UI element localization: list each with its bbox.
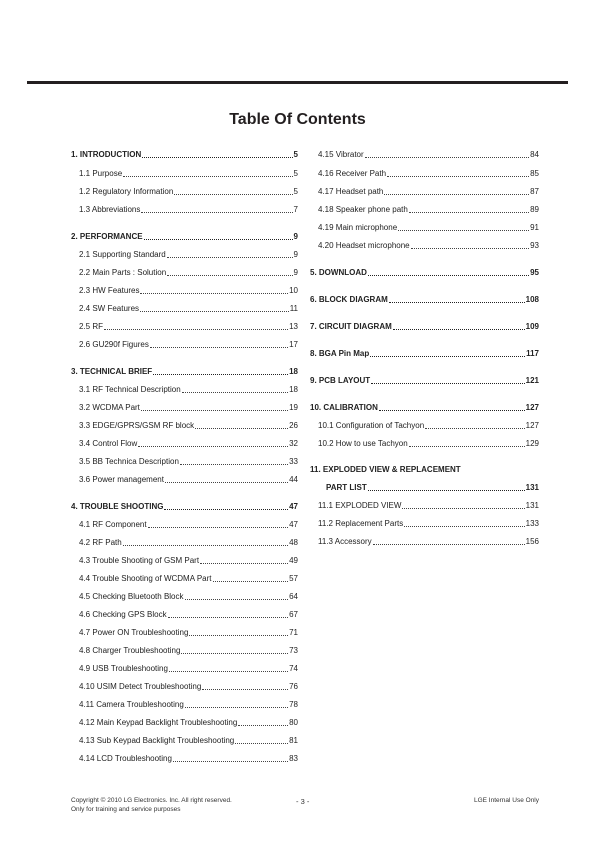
toc-entry-label: 3.1 RF Technical Description	[79, 385, 181, 394]
dot-leader	[202, 689, 288, 690]
dot-leader	[368, 275, 529, 276]
footer-copyright: Copyright © 2010 LG Electronics. Inc. All right reserved.	[71, 797, 232, 804]
toc-entry-10[interactable]	[79, 340, 298, 350]
toc-entry-page: 7	[293, 205, 298, 214]
toc-entry-label: 3. TECHNICAL BRIEF	[71, 367, 153, 376]
toc-entry-page: 71	[289, 628, 298, 637]
dot-leader	[141, 410, 288, 411]
toc-entry-label: 4.18 Speaker phone path	[318, 205, 408, 214]
dot-leader	[409, 446, 525, 447]
toc-entry-label: 4.10 USIM Detect Troubleshooting	[79, 682, 202, 691]
toc-entry-page: 57	[289, 574, 298, 583]
footer-classification: LGE Internal Use Only	[473, 797, 539, 804]
dot-leader	[398, 230, 529, 231]
toc-entry-label: 5. DOWNLOAD	[310, 268, 367, 277]
dot-leader	[144, 239, 293, 240]
toc-entry-page: 133	[525, 519, 539, 528]
dot-leader	[389, 302, 525, 303]
toc-entry-page: 84	[530, 150, 539, 159]
toc-entry-page: 131	[525, 483, 539, 492]
toc-entry-26[interactable]	[79, 646, 298, 656]
toc-entry-label: 4.11 Camera Troubleshooting	[79, 700, 184, 709]
toc-entry-2[interactable]	[79, 187, 298, 197]
toc-entry-page: 73	[289, 646, 298, 655]
toc-entry-18[interactable]	[318, 537, 539, 547]
toc-entry-page: 74	[289, 664, 298, 673]
toc-entry-label: 11.3 Accessory	[318, 537, 372, 546]
dot-leader	[235, 743, 288, 744]
toc-entry-page: 5	[293, 169, 298, 178]
dot-leader	[370, 356, 525, 357]
toc-entry-label: 4.6 Checking GPS Block	[79, 610, 167, 619]
toc-entry-22[interactable]	[79, 574, 298, 584]
dot-leader	[168, 617, 288, 618]
toc-entry-page: 18	[289, 367, 298, 376]
dot-leader	[185, 599, 289, 600]
toc-entry-label: 4.1 RF Component	[79, 520, 147, 529]
toc-entry-label: 4.9 USB Troubleshooting	[79, 664, 168, 673]
toc-entry-20[interactable]	[79, 538, 298, 548]
dot-leader	[148, 527, 289, 528]
toc-entry-page: 127	[525, 403, 539, 412]
dot-leader	[238, 725, 288, 726]
toc-entry-page: 9	[293, 250, 298, 259]
toc-entry-19[interactable]	[79, 520, 298, 530]
toc-entry-page: 47	[289, 520, 298, 529]
toc-section-4[interactable]	[71, 232, 298, 242]
toc-entry-16[interactable]	[79, 457, 298, 467]
toc-entry-8[interactable]	[79, 304, 298, 314]
toc-entry-5[interactable]	[79, 250, 298, 260]
dot-leader	[123, 545, 288, 546]
toc-entry-label: 4.2 RF Path	[79, 538, 122, 547]
toc-section-11[interactable]	[71, 367, 298, 377]
toc-entry-1[interactable]	[318, 169, 539, 179]
toc-entry-page: 93	[530, 241, 539, 250]
toc-entry-13[interactable]	[318, 439, 539, 449]
toc-entry-label: 4.14 LCD Troubleshooting	[79, 754, 172, 763]
toc-entry-6[interactable]	[79, 268, 298, 278]
toc-entry-label: 1.1 Purpose	[79, 169, 123, 178]
toc-entry-page: 83	[289, 754, 298, 763]
toc-entry-page: 76	[289, 682, 298, 691]
dot-leader	[189, 635, 288, 636]
dot-leader	[173, 761, 288, 762]
toc-entry-page: 108	[525, 295, 539, 304]
toc-entry-label: 10.1 Configuration of Tachyon	[318, 421, 425, 430]
toc-entry-page: 32	[289, 439, 298, 448]
toc-entry-16[interactable]	[318, 501, 539, 511]
dot-leader	[142, 157, 292, 158]
toc-entry-15[interactable]	[79, 439, 298, 449]
toc-entry-3[interactable]	[318, 205, 539, 215]
dot-leader	[181, 653, 288, 654]
toc-section-18[interactable]	[71, 502, 298, 512]
toc-entry-page: 156	[525, 537, 539, 546]
toc-section-8[interactable]	[310, 322, 539, 332]
dot-leader	[167, 257, 293, 258]
toc-entry-label: 4.16 Receiver Path	[318, 169, 387, 178]
dot-leader	[379, 410, 525, 411]
toc-entry-page: 44	[289, 475, 298, 484]
dot-leader	[138, 446, 288, 447]
toc-entry-page: 121	[525, 376, 539, 385]
toc-entry-page: 131	[525, 501, 539, 510]
toc-entry-label: 4.12 Main Keypad Backlight Troubleshooting	[79, 718, 238, 727]
toc-entry-9[interactable]	[79, 322, 298, 332]
toc-entry-7[interactable]	[79, 286, 298, 296]
toc-entry-5[interactable]	[318, 241, 539, 251]
toc-entry-label: 4.20 Headset microphone	[318, 241, 410, 250]
toc-entry-13[interactable]	[79, 403, 298, 413]
toc-entry-page: 127	[525, 421, 539, 430]
toc-entry-label: 10. CALIBRATION	[310, 403, 378, 412]
toc-entry-4[interactable]	[318, 223, 539, 233]
toc-section-9[interactable]	[310, 349, 539, 359]
toc-entry-32[interactable]	[79, 754, 298, 764]
toc-entry-label: 6. BLOCK DIAGRAM	[310, 295, 388, 304]
dot-leader	[213, 581, 289, 582]
toc-entry-page: 109	[525, 322, 539, 331]
dot-leader	[411, 248, 529, 249]
dot-leader	[195, 428, 288, 429]
toc-entry-17[interactable]	[318, 519, 539, 529]
dot-leader	[387, 176, 529, 177]
toc-entry-21[interactable]	[79, 556, 298, 566]
toc-entry-page: 17	[289, 340, 298, 349]
toc-entry-page: 9	[293, 268, 298, 277]
toc-entry-label: 3.6 Power management	[79, 475, 164, 484]
toc-entry-page: 5	[293, 187, 298, 196]
toc-entry-page: 91	[530, 223, 539, 232]
dot-leader	[402, 508, 524, 509]
toc-section-6[interactable]	[310, 268, 539, 278]
toc-entry-page: 26	[289, 421, 298, 430]
toc-entry-label: PART LIST	[326, 483, 367, 492]
dot-leader	[365, 157, 529, 158]
toc-entry-page: 117	[526, 349, 539, 358]
toc-entry-page: 81	[289, 736, 298, 745]
toc-entry-label: 4.19 Main microphone	[318, 223, 398, 232]
toc-entry-label: 1. INTRODUCTION	[71, 150, 142, 159]
toc-section-11[interactable]	[310, 403, 539, 413]
toc-section-15[interactable]	[326, 483, 539, 493]
dot-leader	[153, 374, 288, 375]
toc-entry-page: 67	[289, 610, 298, 619]
toc-entry-page: 33	[289, 457, 298, 466]
page-title: Table Of Contents	[229, 111, 366, 128]
dot-leader	[180, 464, 288, 465]
toc-entry-label: 4.3 Trouble Shooting of GSM Part	[79, 556, 200, 565]
toc-entry-page: 85	[530, 169, 539, 178]
dot-leader	[169, 671, 288, 672]
toc-entry-page: 48	[289, 538, 298, 547]
toc-entry-label: 4.8 Charger Troubleshooting	[79, 646, 181, 655]
toc-entry-31[interactable]	[79, 736, 298, 746]
toc-entry-label: 10.2 How to use Tachyon	[318, 439, 408, 448]
toc-entry-label: 3.5 BB Technica Description	[79, 457, 179, 466]
toc-entry-label: 4.4 Trouble Shooting of WCDMA Part	[79, 574, 212, 583]
toc-entry-label: 1.2 Regulatory Information	[79, 187, 174, 196]
dot-leader	[140, 293, 288, 294]
toc-entry-page: 129	[525, 439, 539, 448]
toc-entry-page: 49	[289, 556, 298, 565]
toc-entry-label: 9. PCB LAYOUT	[310, 376, 371, 385]
dot-leader	[150, 347, 288, 348]
toc-entry-label: 2.3 HW Features	[79, 286, 140, 295]
toc-entry-12[interactable]	[79, 385, 298, 395]
dot-leader	[104, 329, 288, 330]
toc-entry-12[interactable]	[318, 421, 539, 431]
toc-entry-label: 2.4 SW Features	[79, 304, 140, 313]
toc-entry-1[interactable]	[79, 169, 298, 179]
toc-entry-14[interactable]	[79, 421, 298, 431]
toc-entry-label: 2.2 Main Parts : Solution	[79, 268, 167, 277]
dot-leader	[174, 194, 292, 195]
toc-entry-page: 78	[289, 700, 298, 709]
dot-leader	[393, 329, 525, 330]
toc-entry-page: 64	[289, 592, 298, 601]
dot-leader	[167, 275, 292, 276]
toc-entry-page: 9	[293, 232, 298, 241]
toc-entry-25[interactable]	[79, 628, 298, 638]
toc-section-14[interactable]	[310, 465, 539, 475]
toc-entry-label: 2.1 Supporting Standard	[79, 250, 166, 259]
toc-entry-page: 10	[289, 286, 298, 295]
toc-entry-label: 2.6 GU290f Figures	[79, 340, 149, 349]
dot-leader	[140, 311, 289, 312]
toc-entry-label: 3.4 Control Flow	[79, 439, 138, 448]
toc-section-10[interactable]	[310, 376, 539, 386]
dot-leader	[164, 509, 288, 510]
toc-entry-label: 2.5 RF	[79, 322, 104, 331]
toc-entry-page: 80	[289, 718, 298, 727]
toc-entry-label: 4.15 Vibrator	[318, 150, 364, 159]
dot-leader	[185, 707, 288, 708]
toc-entry-30[interactable]	[79, 718, 298, 728]
toc-entry-page: 89	[530, 205, 539, 214]
toc-entry-label: 11.1 EXPLODED VIEW	[318, 501, 402, 510]
toc-entry-label: 2. PERFORMANCE	[71, 232, 143, 241]
toc-entry-label: 4.17 Headset path	[318, 187, 384, 196]
dot-leader	[182, 392, 288, 393]
toc-entry-label: 1.3 Abbreviations	[79, 205, 141, 214]
toc-entry-label: 11.2 Replacement Parts	[318, 519, 404, 528]
toc-entry-3[interactable]	[79, 205, 298, 215]
toc-entry-28[interactable]	[79, 682, 298, 692]
dot-leader	[141, 212, 292, 213]
toc-entry-page: 13	[289, 322, 298, 331]
toc-entry-24[interactable]	[79, 610, 298, 620]
toc-section-7[interactable]	[310, 295, 539, 305]
dot-leader	[371, 383, 524, 384]
toc-entry-label: 3.2 WCDMA Part	[79, 403, 140, 412]
dot-leader	[123, 176, 292, 177]
dot-leader	[165, 482, 288, 483]
toc-entry-label: 11. EXPLODED VIEW & REPLACEMENT	[310, 465, 461, 474]
toc-entry-label: 4.13 Sub Keypad Backlight Troubleshooting	[79, 736, 235, 745]
toc-entry-label: 4.5 Checking Bluetooth Block	[79, 592, 184, 601]
toc-entry-page: 18	[289, 385, 298, 394]
dot-leader	[368, 490, 525, 491]
top-rule	[27, 81, 568, 84]
toc-entry-2[interactable]	[318, 187, 539, 197]
toc-entry-page: 5	[293, 150, 298, 159]
dot-leader	[200, 563, 288, 564]
toc-entry-23[interactable]	[79, 592, 298, 602]
toc-entry-page: 95	[530, 268, 539, 277]
dot-leader	[384, 194, 529, 195]
toc-entry-0[interactable]	[318, 150, 539, 160]
toc-entry-label: 8. BGA Pin Map	[310, 349, 370, 358]
dot-leader	[373, 544, 525, 545]
toc-entry-page: 11	[289, 304, 298, 313]
toc-entry-27[interactable]	[79, 664, 298, 674]
toc-entry-page: 87	[530, 187, 539, 196]
dot-leader	[409, 212, 529, 213]
toc-entry-label: 3.3 EDGE/GPRS/GSM RF block	[79, 421, 195, 430]
toc-entry-page: 19	[289, 403, 298, 412]
toc-entry-label: 7. CIRCUIT DIAGRAM	[310, 322, 392, 331]
dot-leader	[425, 428, 524, 429]
toc-entry-label: 4. TROUBLE SHOOTING	[71, 502, 164, 511]
toc-entry-29[interactable]	[79, 700, 298, 710]
toc-entry-17[interactable]	[79, 475, 298, 485]
footer-page-number: - 3 -	[296, 797, 310, 806]
footer-left	[71, 796, 232, 814]
toc-entry-label: 4.7 Power ON Troubleshooting	[79, 628, 189, 637]
toc-section-0[interactable]	[71, 150, 298, 160]
footer-note: Only for training and service purposes	[71, 806, 181, 813]
dot-leader	[404, 526, 524, 527]
toc-entry-page: 47	[289, 502, 298, 511]
